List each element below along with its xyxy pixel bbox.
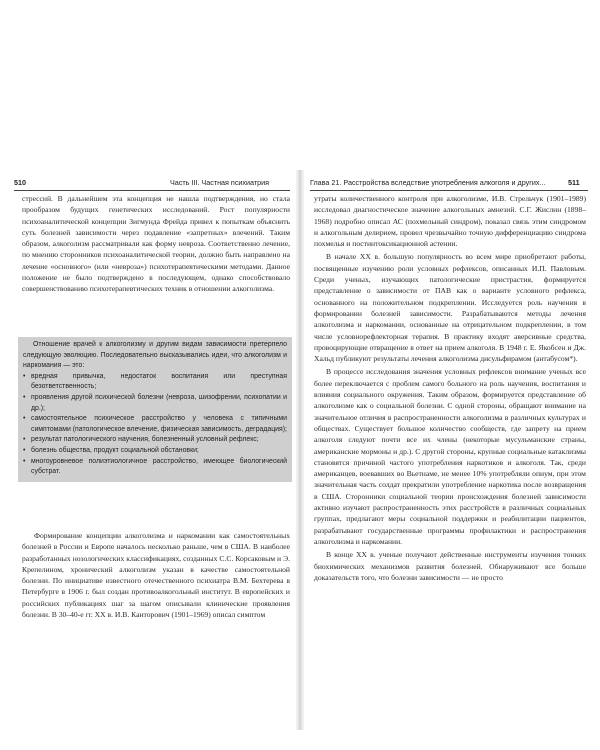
left-running-head: Часть III. Частная психиатрия xyxy=(170,178,270,187)
right-paragraph: В процессе исследования значения условных рефлексов внимание ученых все более переключается с проблем самого больного на роль научения, воспитания и влияния социального окружения. Таким образом, формируется представление об алкоголизме как о социальной болезни. С одной стороны, обращают внимание на значительное отличия в распространенности алкоголизма в различных культурах и обществах. Существует большое количество сообществ, где запрету на прием алкоголя следуют почти все их члены (некоторые мусульманские страны, американские мормоны и др.). С другой стороны, крупные социальные катаклизмы становятся причиной частого употребления наркотиков и алкоголя. Так, среди американцев, воевавших во Вьетнаме, не менее 10% употребляли опиум, при этом значительная часть солдат прекратили употребление наркотика после возвращения в США. Сторонники социальной теории происхождения болезней зависимости активно изучают распространенность этих расстройств в различных социальных группах, предлагают меры социальной поддержки и реабилитации пациентов, разрабатывают государственные программы профилактики и распространения алкоголизма и наркомании. xyxy=(314,367,586,546)
box-list-item: • многоуровневое полиэтиологичное расстройство, имеющее биологический субстрат. xyxy=(23,457,287,478)
right-paragraph: В начале XX в. большую популярность во всем мире приобретают работы, посвященные изучению роли условных рефлексов, описанных И.П. Павловым. Среди ученых, изучающих патологические пристрастия, формируется представление о зависимости от ПАВ как о варианте условного рефлекса, основанного на положительном подкреплении. Исследуется роль научения в формировании болезней зависимости. Разрабатываются методы лечения алкоголизма и наркомании, основанные на отрицательном подкреплении, в том числе условнорефлекторная терапия. В практику входят аверсивные средства, провоцирующие отвращение в ответ на прием алкоголя. В 1948 г. Е. Якобсен и Дж. Хальд публикуют результаты лечения алкоголизма дисульфирамом (антабусом*). xyxy=(314,252,586,364)
box-list-item: • проявления другой психической болезни (невроза, шизофрении, психопатии и др.); xyxy=(23,393,287,414)
box-list xyxy=(23,372,287,478)
right-page xyxy=(304,0,600,750)
left-header-rule xyxy=(14,190,290,191)
left-text-top xyxy=(22,193,290,295)
right-paragraph: утраты количественного контроля при алкоголизме, И.В. Стрельчук (1901–1989) исследовал диагностическое значение алкогольных амнезий. С.Г. Жислин (1898–1968) подробно описал АС (похмельный синдром), показал связь этим синдромом и алкогольным делирием, провел чрезвычайно точную дифференциацию синдрома похмелья и постинтоксикационной астении. xyxy=(314,194,586,249)
box-list-item: • самостоятельное психическое расстройство у человека с типичными симптомами (патологическое влечение, физическая зависимость, деградация); xyxy=(23,414,287,435)
box-intro: Отношение врачей к алкоголизму и другим видам зависимости претерпело следующую эволюцию. Последовательно высказывались идеи, что алкоголизм и наркомания — это: xyxy=(23,341,287,370)
right-paragraph: В конце XX в. ученые получают действенные инструменты изучения тонких биохимических механизмов развития болезней. Обнаруживают все больше доказательств того, что болезни зависимости — не просто xyxy=(314,550,586,582)
book-spine xyxy=(296,170,304,730)
right-text xyxy=(314,193,586,583)
box-list-item: • вредная привычка, недостаток воспитания или преступная безответственность; xyxy=(23,372,287,393)
left-page-number: 510 xyxy=(14,178,26,187)
left-page xyxy=(0,0,296,750)
box-list-item: • результат патологического научения, болезненный условный рефлекс; xyxy=(23,435,287,446)
right-running-head: Глава 21. Расстройства вследствие употребления алкоголя и других... xyxy=(310,178,546,187)
left-paragraph: Формирование концепции алкоголизма и наркомании как самостоятельных болезней в России и Европе началось несколько раньше, чем в США. В наиболее разработанных нозологических классификациях, созданных С.С. Корсаковым и Э. Крепелином, хронический алкоголизм указан в качестве самостоятельной болезни. По инициативе известного отечественного психиатра В.М. Бехтерева в Петербурге в 1906 г. был создан противоалкогольный институт. В европейских и российских публикациях шаг за шагом описывали клинические проявления болезни. В 30–40-е гг. XX в. И.В. Канторович (1901–1969) описал симптом xyxy=(22,531,290,620)
left-text-bottom xyxy=(22,530,290,620)
left-paragraph: стрессий. В дальнейшем эта концепция не нашла подтверждения, но стала прообразом будущих генетических исследований. Рост популярности психоаналитической концепции Зигмунда Фрейда привел к попыткам объяснить суть болезней зависимости через подавление «запретных» влечений. Таким образом, алкоголизм рассматривали как форму невроза. Соответственно лечение, по мнению сторонников психоаналитической теории, должно быть направлено на лечение «основного» (или «невроза») психотерапевтическими методами. Данное положение не было подтверждено в последующем, однако способствовало совершенствованию психотерапевтических техник в отношении алкоголизма. xyxy=(22,194,290,294)
right-page-number: 511 xyxy=(568,178,580,187)
evolution-box xyxy=(18,337,292,482)
box-list-item: • болезнь общества, продукт социальной обстановки; xyxy=(23,446,287,457)
right-header-rule xyxy=(310,190,588,191)
